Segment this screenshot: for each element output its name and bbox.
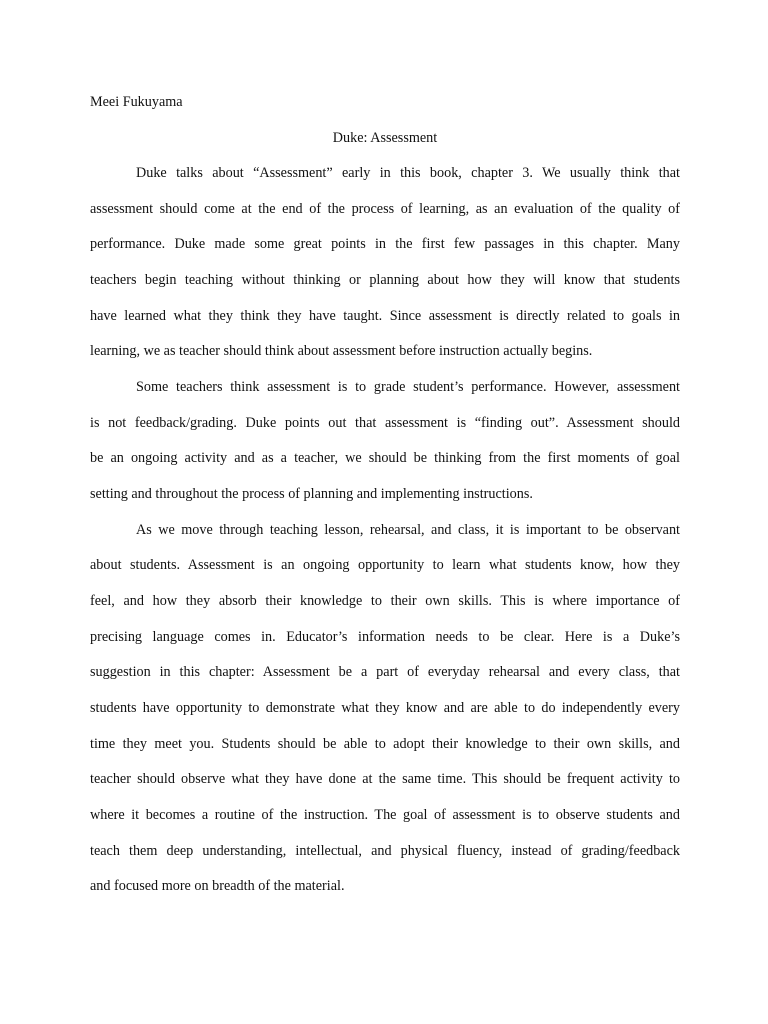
body-line: suggestion in this chapter: Assessment be a part of everyday rehearsal and every class, that [90, 664, 680, 680]
body-line: be an ongoing activity and as a teacher, we should be thinking from the first moments of goal [90, 450, 680, 466]
body-line: teachers begin teaching without thinking or planning about how they will know that students [90, 272, 680, 288]
body-line: teach them deep understanding, intellectual, and physical fluency, instead of grading/feedback [90, 843, 680, 859]
body-line: performance. Duke made some great points in the first few passages in this chapter. Many [90, 236, 680, 252]
author-name: Meei Fukuyama [90, 94, 183, 110]
body-line: and focused more on breadth of the material. [90, 878, 345, 894]
body-line: about students. Assessment is an ongoing opportunity to learn what students know, how they [90, 557, 680, 573]
body-line: Some teachers think assessment is to grade student’s performance. However, assessment [136, 379, 680, 395]
body-line: Duke talks about “Assessment” early in this book, chapter 3. We usually think that [136, 165, 680, 181]
document-title: Duke: Assessment [332, 130, 438, 146]
body-line: teacher should observe what they have done at the same time. This should be frequent activity to [90, 771, 680, 787]
body-line: As we move through teaching lesson, rehearsal, and class, it is important to be observant [136, 522, 680, 538]
body-line: setting and throughout the process of planning and implementing instructions. [90, 486, 533, 502]
body-line: learning, we as teacher should think about assessment before instruction actually begins. [90, 343, 593, 359]
body-line: precising language comes in. Educator’s information needs to be clear. Here is a Duke’s [90, 629, 680, 645]
body-line: students have opportunity to demonstrate what they know and are able to do independently every [90, 700, 680, 716]
body-line: time they meet you. Students should be able to adopt their knowledge to their own skills, and [90, 736, 680, 752]
body-line: is not feedback/grading. Duke points out that assessment is “finding out”. Assessment should [90, 415, 680, 431]
body-line: have learned what they think they have taught. Since assessment is directly related to goals in [90, 308, 680, 324]
body-line: where it becomes a routine of the instruction. The goal of assessment is to observe students and [90, 807, 680, 823]
body-line: assessment should come at the end of the process of learning, as an evaluation of the quality of [90, 201, 680, 217]
body-line: feel, and how they absorb their knowledge to their own skills. This is where importance of [90, 593, 680, 609]
